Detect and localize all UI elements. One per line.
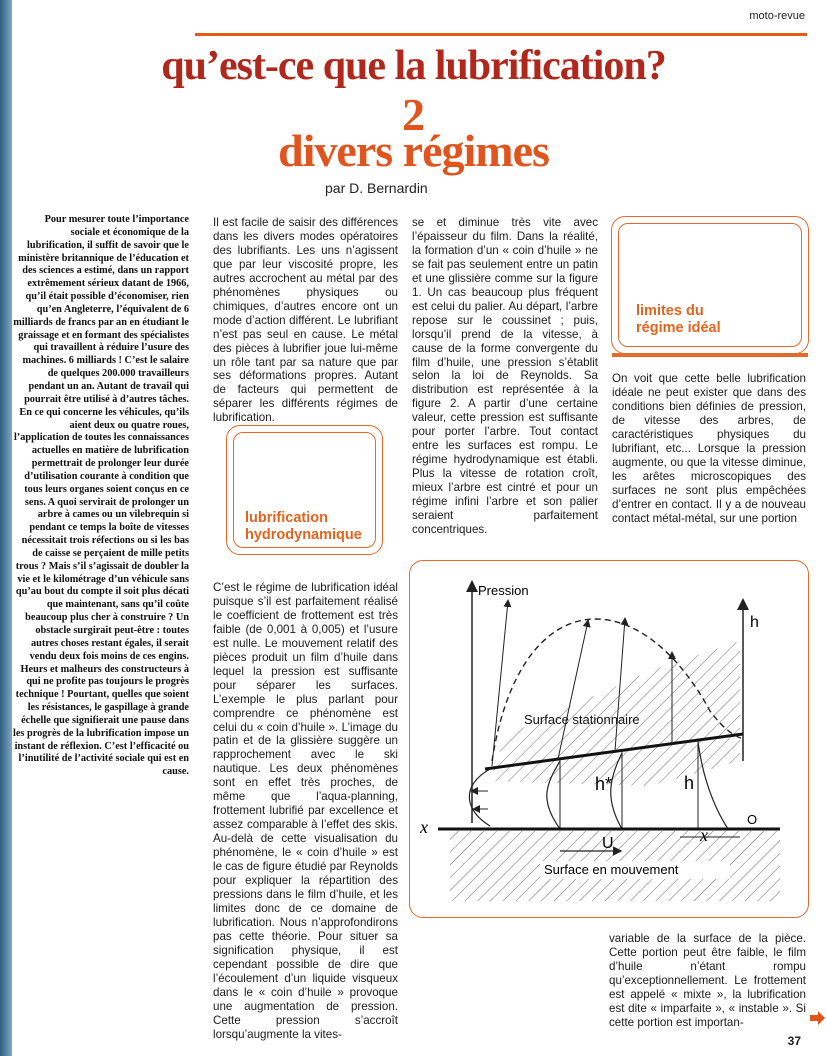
header-rule [195, 33, 807, 36]
section-box-hydrodynamique [226, 425, 383, 555]
article-subtitle: divers régimes [278, 125, 549, 176]
section-heading-line: lubrification [245, 510, 328, 526]
continue-arrow-icon [810, 1010, 826, 1026]
intro-column: Pour mesurer toute l’importance sociale et économique de la lubrification, il suffit de savoir que le ministère britannique de l’éducation et des sciences a estimé, dans un rapport extrêmement sérieux datant de 1966, qu’il était possible d’économiser, rien qu’en Angleterre, l’équivalent de 6 milliards de francs par an en étudiant le graissage et en formant des spécialistes qui travaillent à réduire l’usure des machines. 6 milliards ! C’est le salaire de quelques 200.000 travailleurs pendant un an. Autant de travail qui pourrait être utilisé à d’autres tâches. En ce qui concerne les véhicules, qu’ils aient deux ou quatre roues, l’application de toutes les connaissances actuelles en matière de lubrification permettrait de prolonger leur durée d’utilisation courante à condition que tous leurs organes soient conçus en ce sens. A quoi servirait de prolonger un arbre à cames ou un vilebrequin si pendant ce temps la boîte de vitesses nécessitait trois réfections ou si les bas de caisse se perçaient de mille petits trous ? Mais s’il s’agissait de doubler la vie et le kilométrage d’un véhicule sans qu’au bout du compte il soit plus décati que maintenant, sans qu’il coûte beaucoup plus cher à construire ? Un obstacle surgirait peut-être : toutes autres choses restant égales, il serait vendu deux fois moins de ces engins. Heurs et malheurs des constructeurs à qui ne profite pas toujours le progrès technique ! Pourtant, quelles que soient les résistances, le gaspillage à grande échelle que signifierait une pause dans les progrès de la lubrification impose un instant de réflexion. C’est l’efficacité ou l’inutilité de l’activité sociale qui est en cause. [13, 214, 190, 778]
body-column-3: se et diminue très vite avec l’épaisseur du film. Dans la réalité, la formation d’un « coin d’huile » ne se fait pas seulement entre un patin et une glissière comme sur la figure 1. Un cas beaucoup plus fréquent est celui du palier. Au départ, l’arbre repose sur le coussinet ; puis, lorsqu’il prend de la vitesse, à cause de la forme convergente du film d’huile, une pression s’établit selon la loi de Reynolds. Sa distribution est représentée à la figure 2. A partir d’une certaine valeur, cette pression est suffisante pour porter l’arbre. Tout contact entre les surfaces est rompu. Le régime hydrodynamique est établi. Plus la vitesse de rotation croît, mieux l’arbre est cintré et pour un régime infini l’arbre et son palier seraient parfaitement concentriques. [412, 216, 598, 536]
h-inner-label: h [684, 773, 695, 793]
h-axis-label: h [750, 614, 759, 631]
figure-oil-wedge [409, 560, 809, 918]
body-column-2-top: Il est facile de saisir des différences dans les divers modes opératoires des lubrifiants. Les uns n’agissent que par leur viscosité propre, les autres accrochent au métal par des phénomènes physiques ou chimiques, d’autres encore ont un mode d’action différent. Le lubrifiant n’est pas seul en cause. Le métal des pièces à lubrifier joue lui-même un rôle tant par sa nature que par ses déformations propres. Autant de facteurs qui permettent de séparer les différents régimes de lubrification. [213, 216, 398, 425]
section-heading-line: hydrodynamique [245, 527, 362, 543]
section-heading-limites [636, 303, 721, 337]
running-header: moto-revue [749, 10, 805, 22]
oil-wedge-diagram [410, 561, 808, 917]
body-column-2-bottom: C’est le régime de lubrification idéal puisque s’il est parfaitement réalisé le coefficient de frottement est très faible (de 0,001 à 0,005) et l’usure est nulle. Le mouvement relatif des pièces produit un film d’huile dans lequel la pression est suffisante pour séparer les surfaces. L’exemple le plus parlant pour comprendre ce phénomène est celui du « coin d’huile ». L’image du patin et de la glissière suggère un rapprochement avec le ski nautique. Les deux phénomènes sont en effet très proches, de même que l’aqua-planning, frottement lubrifié par excellence et assez comparable à l’effet des skis. Au-delà de cette visualisation du phénomène, le « coin d’huile » est le cas de figure étudié par Reynolds pour expliquer la répartition des pressions dans le film d’huile, et les limites donc de ce domaine de lubrification. Nous n’approfondirons pas cette théorie. Pour situer sa signification physique, il est cependant possible de dire que l’écoulement d’un liquide visqueux dans le « coin d’huile » provoque une augmentation de pression. Cette pression s’accroît lorsqu’augmente la vites- [213, 581, 398, 1041]
pressure-label: Pression [478, 583, 529, 598]
body-column-4-top: On voit que cette belle lubrification idéale ne peut exister que dans des conditions bien définies de pression, de vitesse des arbres, de caractéristiques physiques du lubrifiant, etc... Lorsque la pression augmente, ou que la vitesse diminue, les arêtes microscopiques des surfaces ne sont plus empêchées d’entrer en contact. Il y a de nouveau contact métal-métal, sur une portion [612, 372, 806, 525]
origin-label: O [747, 812, 758, 827]
h-star-label: h* [595, 774, 613, 794]
x-right-label: x [700, 825, 708, 845]
surface-bottom-label: Surface en mouvement [544, 862, 679, 877]
surface-top-label: Surface stationnaire [524, 712, 640, 727]
article-part-number: 2 [402, 89, 425, 140]
box-bottom-bar [612, 353, 808, 357]
page-number: 37 [787, 1034, 801, 1048]
byline: par D. Bernardin [325, 180, 428, 196]
x-left-label: x [420, 817, 428, 837]
body-column-4-bottom: variable de la surface de la pièce. Cette portion peut être faible, le film d’huile n’étant rompu qu’exceptionnellement. Le frottement est appelé « mixte », la lubrification est dite « imparfaite », « instable ». Si cette portion est importan- [609, 932, 806, 1029]
section-heading-line: régime idéal [636, 320, 721, 336]
section-heading-hydrodynamique [245, 510, 362, 544]
u-label: U [602, 835, 614, 852]
section-heading-line: limites du [636, 303, 704, 319]
section-box-limites [611, 216, 809, 354]
article-title: qu’est-ce que la lubrification? [161, 43, 666, 89]
